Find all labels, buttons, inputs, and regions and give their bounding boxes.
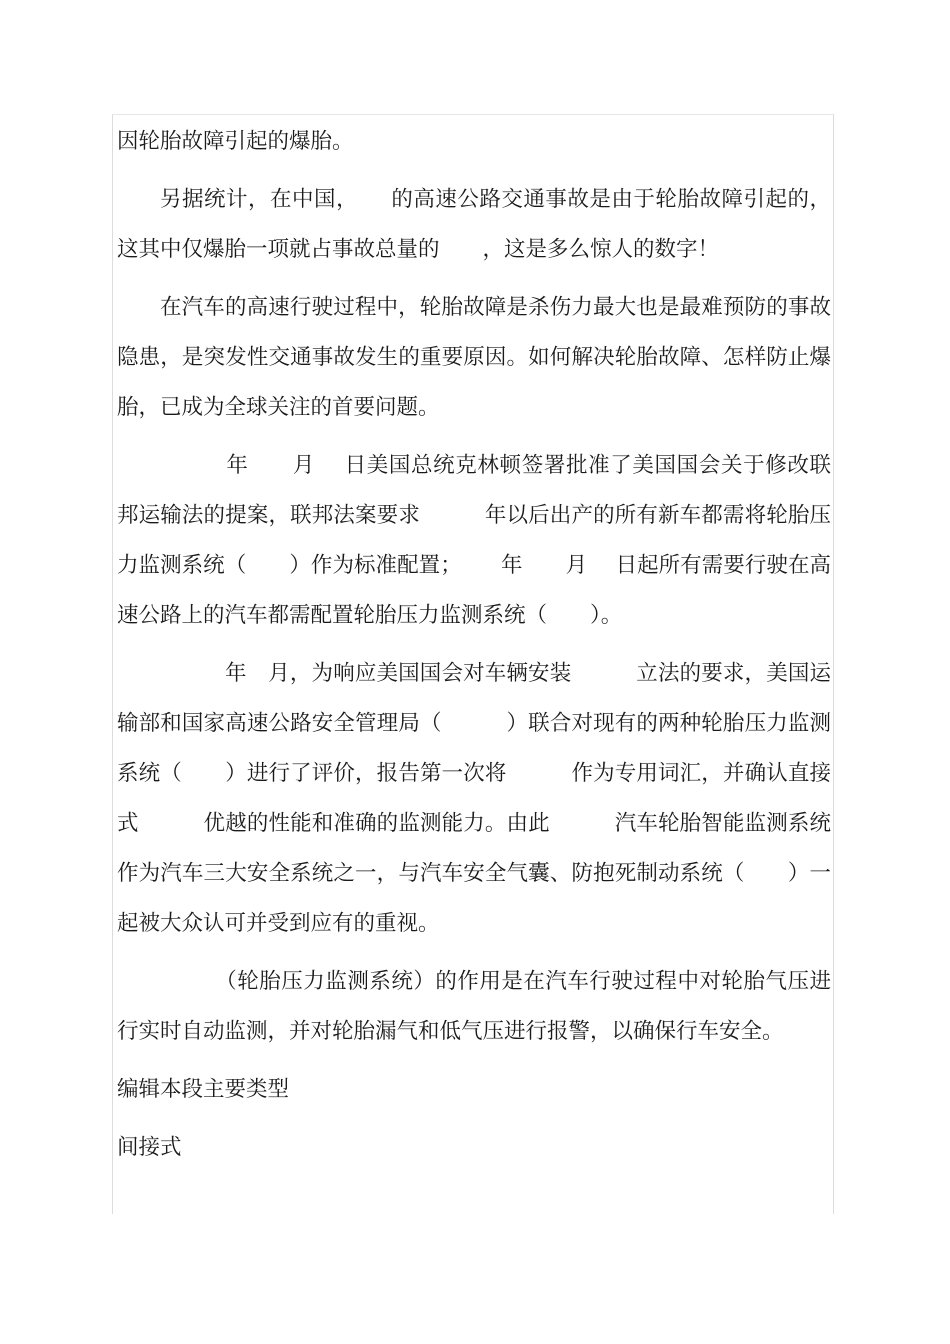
section-heading: 编辑本段主要类型	[117, 1077, 290, 1102]
paragraph-1: 因轮胎故障引起的爆胎。	[117, 129, 354, 154]
paragraph-5: 年 月，为响应美国国会对车辆安装 立法的要求，美国运输部和国家高速公路安全管理局（ ）联合对现有的两种轮胎压力监测系统（ ）进行了评价，报告第一次将 作为专用词汇，并确认直接式 优越的性能和准确的监测能力。由此 汽车轮胎智能监测系统作为汽车三大安全系统之一，与汽车安全气囊、防抱死制动系统（ ）一起被大众认可并受到应有的重视。	[117, 661, 831, 936]
paragraph-3: 在汽车的高速行驶过程中，轮胎故障是杀伤力最大也是最难预防的事故隐患，是突发性交通事故发生的重要原因。如何解决轮胎故障、怎样防止爆胎，已成为全球关注的首要问题。	[117, 295, 831, 420]
paragraph-4: 年 月 日美国总统克林顿签署批准了美国国会关于修改联邦运输法的提案，联邦法案要求 年以后出产的所有新车都需将轮胎压力监测系统（ ）作为标准配置； 年 月 日起所有需要行驶在高速公路上的汽车都需配置轮胎压力监测系统（ ）。	[117, 453, 831, 628]
document-body	[117, 117, 831, 1181]
subheading: 间接式	[117, 1135, 182, 1160]
paragraph-6: （轮胎压力监测系统）的作用是在汽车行驶过程中对轮胎气压进行实时自动监测，并对轮胎漏气和低气压进行报警，以确保行车安全。	[117, 969, 831, 1044]
paragraph-2: 另据统计，在中国， 的高速公路交通事故是由于轮胎故障引起的，这其中仅爆胎一项就占事故总量的 ，这是多么惊人的数字！	[117, 187, 831, 262]
